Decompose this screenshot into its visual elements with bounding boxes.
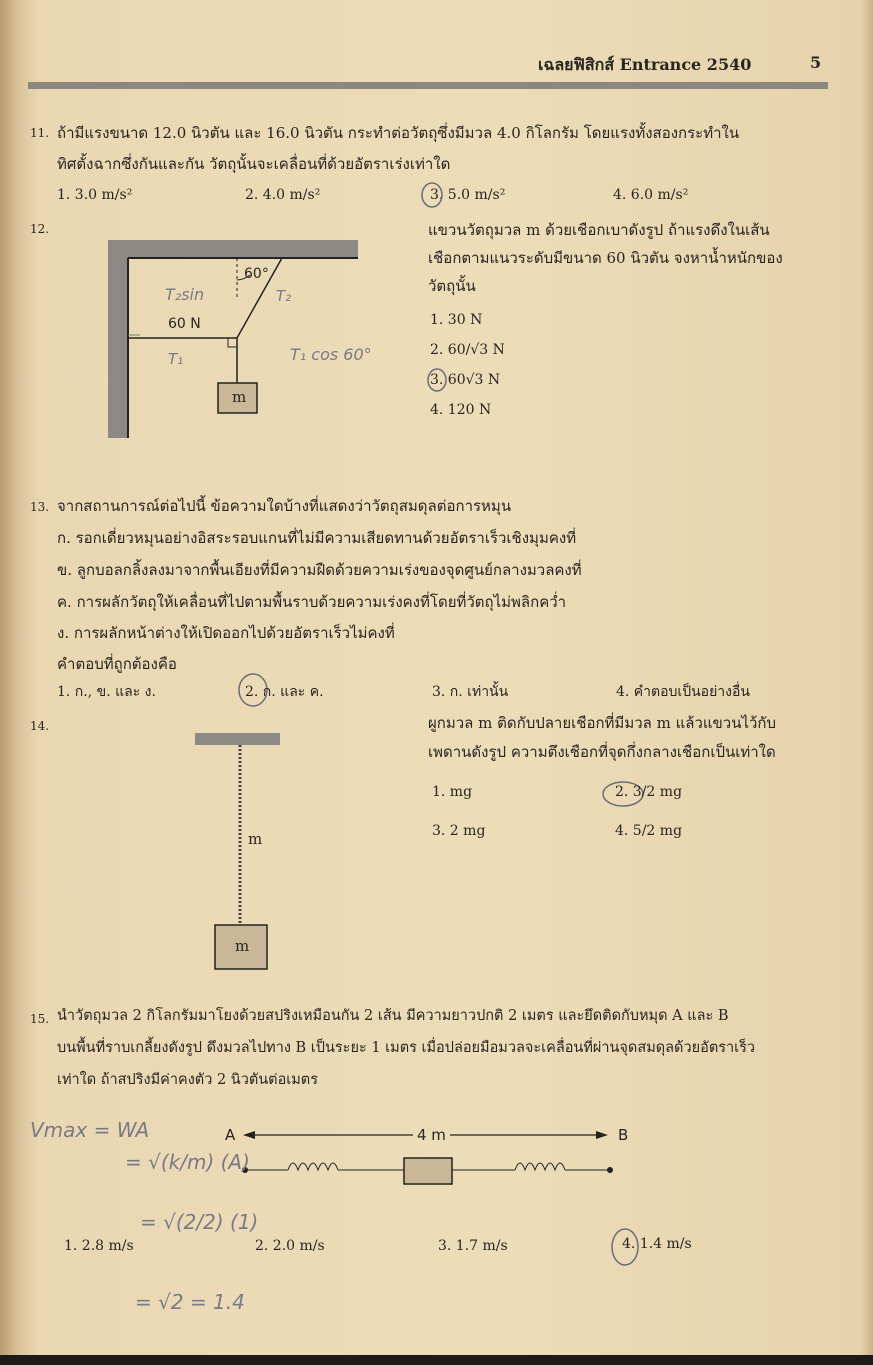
q13-item-a: ก. รอกเดี่ยวหมุนอย่างอิสระรอบแกนที่ไม่มีความเสียดทานด้วยอัตราเร็วเชิงมุมคงที่ [57,529,577,547]
q15-label-b: B [618,1126,629,1144]
q12-ceiling [108,240,358,258]
q15-handwriting-1: Vmax = WA [30,1118,150,1142]
q13-item-c: ค. การผลักวัตถุให้เคลื่อนที่ไปตามพื้นราบด้วยความเร่งคงที่โดยที่วัตถุไม่พลิกคว่ำ [57,593,567,611]
q15-left-spring [288,1163,338,1170]
running-header: เฉลยฟิสิกส์ Entrance 2540 [538,55,752,74]
q14-line1: ผูกมวล m ติดกับปลายเชือกที่มีมวล m แล้วแขวนไว้กับ [428,714,777,732]
q12-option-2[interactable]: 2. 60/√3 N [430,342,505,358]
q13-item-b: ข. ลูกบอลกลิ้งลงมาจากพื้นเอียงที่มีความฝืดด้วยความเร่งของจุดศูนย์กลางมวลคงที่ [57,561,582,579]
q11-number: 11. [30,126,50,140]
q12-angle-label: 60° [244,266,269,282]
q12-note-t1: T₁ [168,350,184,368]
q15-label-a: A [225,1126,236,1144]
q13-option-2[interactable]: 2. ก. และ ค. [245,684,324,700]
q12-force-label: 60 N [168,316,201,332]
q14-line2: เพดานดังรูป ความตึงเชือกที่จุดกึ่งกลางเชือกเป็นเท่าใด [428,743,776,761]
q15-number: 15. [30,1012,50,1026]
q14-option-3[interactable]: 3. 2 mg [432,823,486,839]
q15-option-1[interactable]: 1. 2.8 m/s [64,1238,134,1254]
q14-option-4[interactable]: 4. 5/2 mg [615,823,683,839]
q12-option-1[interactable]: 1. 30 N [430,312,483,328]
q14-rope-label: m [248,830,263,848]
q15-mass-block [404,1158,452,1184]
q15-option-2[interactable]: 2. 2.0 m/s [255,1238,325,1254]
q12-note-t2: T₂ [276,287,292,305]
q14-mass-label: m [235,937,250,955]
q12-number: 12. [30,222,50,236]
q11-option-3[interactable]: 3. 5.0 m/s² [430,187,506,203]
q11-line2: ทิศตั้งฉากซึ่งกันและกัน วัตถุนั้นจะเคลื่อนที่ด้วยอัตราเร่งเท่าใด [57,155,451,173]
q11-option-1[interactable]: 1. 3.0 m/s² [57,187,133,203]
q15-option-4[interactable]: 4. 1.4 m/s [622,1236,692,1252]
q15-handwriting-2: = √(k/m) (A) [125,1150,250,1174]
q14-option-1[interactable]: 1. mg [432,784,473,800]
q11-option-4[interactable]: 4. 6.0 m/s² [613,187,689,203]
q12-note-t2sin: T₂sin [165,285,205,304]
q13-option-3[interactable]: 3. ก. เท่านั้น [432,684,509,700]
q15-option-3[interactable]: 3. 1.7 m/s [438,1238,508,1254]
q13-option-4[interactable]: 4. คำตอบเป็นอย่างอื่น [616,684,750,700]
q15-distance-label: 4 m [413,1126,450,1144]
q15-handwriting-4: = √2 = 1.4 [135,1290,245,1314]
q15-line3: เท่าใด ถ้าสปริงมีค่าคงตัว 2 นิวตันต่อเมตร [57,1072,319,1088]
q11-option-2[interactable]: 2. 4.0 m/s² [245,187,321,203]
q13-stem: จากสถานการณ์ต่อไปนี้ ข้อความใดบ้างที่แสดงว่าวัตถุสมดุลต่อการหมุน [57,497,512,515]
q14-option-2[interactable]: 2. 3/2 mg [615,784,683,800]
q12-line2: เชือกตามแนวระดับมีขนาด 60 นิวตัน จงหาน้ำหนักของ [428,249,783,267]
q12-mass-label: m [232,388,247,406]
page-number: 5 [810,53,822,72]
q12-line1: แขวนวัตถุมวล m ด้วยเชือกเบาดังรูป ถ้าแรงดึงในเส้น [428,221,770,239]
q12-option-4[interactable]: 4. 120 N [430,402,492,418]
scan-edge [0,1355,873,1365]
q13-answer-prompt: คำตอบที่ถูกต้องคือ [57,655,177,673]
q13-item-d: ง. การผลักหน้าต่างให้เปิดออกไปด้วยอัตราเร็วไม่คงที่ [57,624,395,642]
q12-option-3[interactable]: 3. 60√3 N [430,372,501,388]
q13-number: 13. [30,500,50,514]
q12-line3: วัตถุนั้น [428,277,476,295]
q11-line1: ถ้ามีแรงขนาด 12.0 นิวตัน และ 16.0 นิวตัน กระทำต่อวัตถุซึ่งมีมวล 4.0 กิโลกรัม โดยแรงทั้งสองกระทำใน [57,124,740,142]
q12-diagram [108,240,358,438]
q15-line2: บนพื้นที่ราบเกลี้ยงดังรูป ดึงมวลไปทาง B เป็นระยะ 1 เมตร เมื่อปล่อยมือมวลจะเคลื่อนที่ผ่านจุดสมดุลด้วยอัตราเร็ว [57,1040,756,1056]
q12-wall [108,240,128,438]
q15-right-spring [515,1163,565,1170]
q14-number: 14. [30,719,50,733]
q14-ceiling [195,733,280,745]
q13-option-1[interactable]: 1. ก., ข. และ ง. [57,684,156,700]
q12-note-t1cos: T₁ cos 60° [290,345,372,364]
q14-diagram [195,733,280,969]
q15-line1: นำวัตถุมวล 2 กิโลกรัมมาโยงด้วยสปริงเหมือนกัน 2 เส้น มีความยาวปกติ 2 เมตร และยึดติดกับหมุด A และ B [57,1008,729,1024]
q15-handwriting-3: = √(2/2) (1) [140,1210,259,1234]
